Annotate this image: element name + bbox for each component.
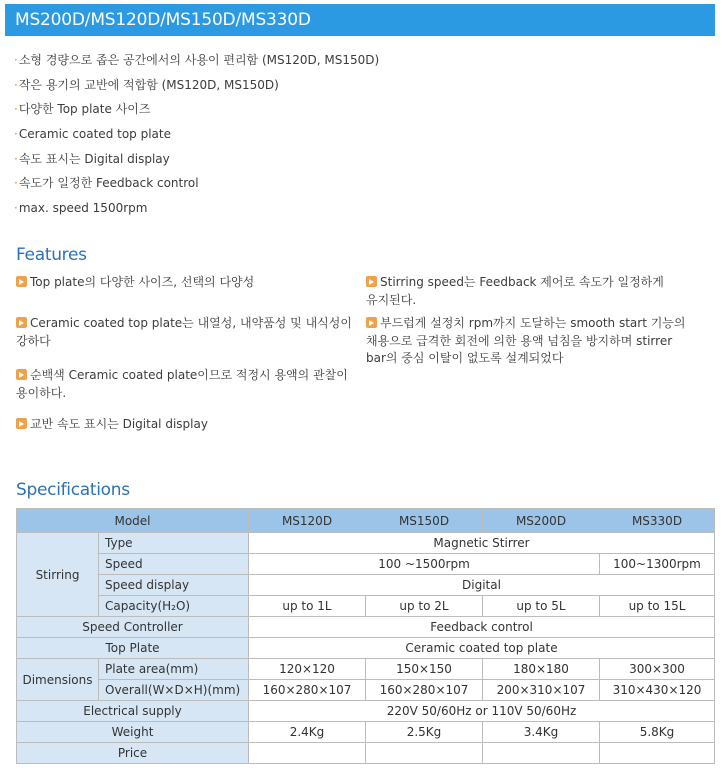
intro-item: ·작은 용기의 교반에 적합함 (MS120D, MS150D) <box>14 77 279 92</box>
intro-item: ·max. speed 1500rpm <box>14 201 148 216</box>
bullet-dot-icon: · <box>14 176 18 191</box>
table-row <box>17 743 715 764</box>
table-row <box>17 554 715 575</box>
table-row <box>17 575 715 596</box>
bullet-dot-icon: · <box>14 102 18 117</box>
feature-item: 부드럽게 설정치 rpm까지 도달하는 smooth start 기능의 채용으로 급격한 회전에 의한 용액 넘침을 방지하며 stirrer bar의 중심 이탈이 없도록 설계되었다 <box>366 316 686 365</box>
plate-area-cell: 150×150 <box>366 659 483 680</box>
table-row <box>17 617 715 638</box>
intro-item: ·속도가 일정한 Feedback control <box>14 176 199 191</box>
overall-cell: 200×310×107 <box>483 680 600 701</box>
overall-label: Overall(W×D×H)(mm) <box>99 680 249 701</box>
intro-item: ·다양한 Top plate 사이즈 <box>14 102 151 117</box>
price-cell <box>483 743 600 764</box>
overall-cell: 160×280×107 <box>249 680 366 701</box>
table-row <box>17 680 715 701</box>
model-cell: MS150D <box>366 509 483 533</box>
table-row <box>17 659 715 680</box>
bullet-dot-icon: · <box>14 201 18 216</box>
top-plate-value: Ceramic coated top plate <box>249 638 715 659</box>
bullet-dot-icon: · <box>14 77 18 92</box>
arrow-bullet-icon <box>16 317 27 328</box>
arrow-bullet-icon <box>366 276 377 287</box>
arrow-bullet-icon <box>366 317 377 328</box>
type-label: Type <box>99 533 249 554</box>
speed-display-label: Speed display <box>99 575 249 596</box>
weight-cell: 2.5Kg <box>366 722 483 743</box>
table-row <box>17 533 715 554</box>
intro-item: ·소형 경량으로 좁은 공간에서의 사용이 편리함 (MS120D, MS150D) <box>14 53 380 67</box>
speed-controller-value: Feedback control <box>249 617 715 638</box>
feature-item: Top plate의 다양한 사이즈, 선택의 다양성 <box>16 274 254 292</box>
model-cell: MS330D <box>600 509 715 533</box>
electrical-supply-label: Electrical supply <box>17 701 249 722</box>
arrow-bullet-icon <box>16 369 27 380</box>
dimensions-label: Dimensions <box>17 659 99 701</box>
specifications-table <box>16 508 715 764</box>
speed-value: 100~1300rpm <box>600 554 715 575</box>
table-header-row <box>17 509 715 533</box>
speed-controller-label: Speed Controller <box>17 617 249 638</box>
model-cell: MS200D <box>483 509 600 533</box>
feature-item: Ceramic coated top plate는 내열성, 내약품성 및 내식성이 강하다 <box>16 316 352 348</box>
specifications-title: Specifications <box>16 480 130 500</box>
arrow-bullet-icon <box>16 418 27 429</box>
table-row <box>17 596 715 617</box>
overall-cell: 310×430×120 <box>600 680 715 701</box>
model-cell: MS120D <box>249 509 366 533</box>
type-value: Magnetic Stirrer <box>249 533 715 554</box>
bullet-dot-icon: · <box>14 151 18 166</box>
arrow-bullet-icon <box>16 276 27 287</box>
speed-display-value: Digital <box>249 575 715 596</box>
weight-cell: 2.4Kg <box>249 722 366 743</box>
capacity-cell: up to 5L <box>483 596 600 617</box>
model-header: Model <box>17 509 249 533</box>
bullet-dot-icon: · <box>14 127 18 142</box>
price-cell <box>366 743 483 764</box>
weight-cell: 5.8Kg <box>600 722 715 743</box>
features-title: Features <box>16 245 87 265</box>
electrical-supply-value: 220V 50/60Hz or 110V 50/60Hz <box>249 701 715 722</box>
speed-label: Speed <box>99 554 249 575</box>
speed-value: 100 ~1500rpm <box>249 554 600 575</box>
capacity-cell: up to 1L <box>249 596 366 617</box>
page-title: MS200D/MS120D/MS150D/MS330D <box>5 4 715 36</box>
price-cell <box>249 743 366 764</box>
price-cell <box>600 743 715 764</box>
plate-area-cell: 120×120 <box>249 659 366 680</box>
price-label: Price <box>17 743 249 764</box>
feature-item: 순백색 Ceramic coated plate이므로 적정시 용액의 관찰이 용이하다. <box>16 368 348 400</box>
capacity-cell: up to 15L <box>600 596 715 617</box>
intro-item: ·속도 표시는 Digital display <box>14 151 170 166</box>
intro-list <box>14 48 379 221</box>
table-row <box>17 701 715 722</box>
weight-cell: 3.4Kg <box>483 722 600 743</box>
table-row <box>17 722 715 743</box>
intro-item: ·Ceramic coated top plate <box>14 127 171 142</box>
plate-area-cell: 180×180 <box>483 659 600 680</box>
plate-area-cell: 300×300 <box>600 659 715 680</box>
plate-area-label: Plate area(mm) <box>99 659 249 680</box>
weight-label: Weight <box>17 722 249 743</box>
feature-item: 교반 속도 표시는 Digital display <box>16 416 208 434</box>
capacity-cell: up to 2L <box>366 596 483 617</box>
bullet-dot-icon: · <box>14 53 18 67</box>
table-row <box>17 638 715 659</box>
overall-cell: 160×280×107 <box>366 680 483 701</box>
feature-item: Stirring speed는 Feedback 제어로 속도가 일정하게 유지된다. <box>366 275 664 307</box>
stirring-label: Stirring <box>17 533 99 617</box>
top-plate-label: Top Plate <box>17 638 249 659</box>
capacity-label: Capacity(H₂O) <box>99 596 249 617</box>
